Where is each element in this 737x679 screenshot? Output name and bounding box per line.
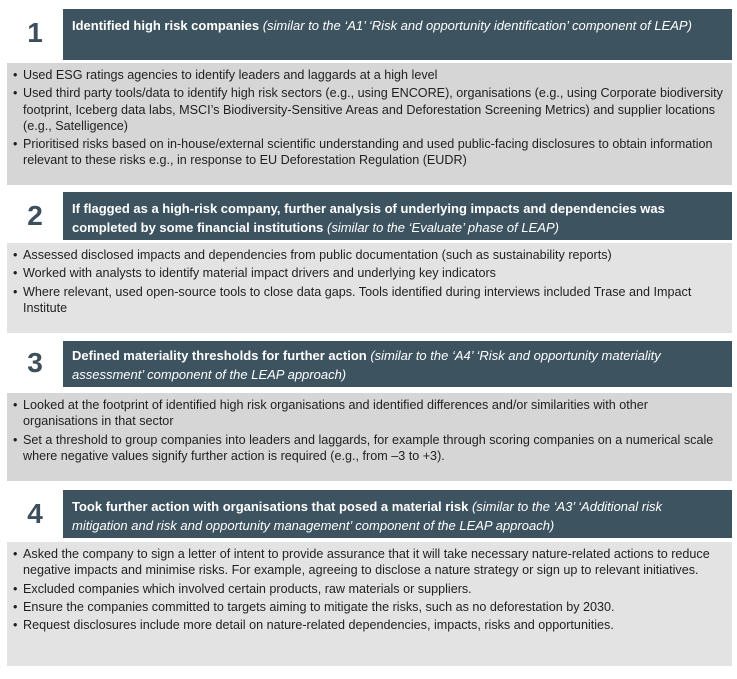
step-header — [63, 192, 732, 240]
list-item: • Set a threshold to group companies into leaders and laggards, for example through scoring companies on a numerical scale where negative values signify further action is required (e.g., from –3 to +3). — [13, 432, 724, 465]
list-item: • Used third party tools/data to identify high risk sectors (e.g., using ENCORE), organisations (e.g., using Corporate biodiversity footprint, Iceberg data labs, MSCI’s Biodiversity-Sensitive Areas and Deforestation Screening Metrics) and supplier locations (e.g., Satelligence) — [13, 85, 724, 134]
step-title: Took further action with organisations that posed a material risk — [72, 499, 472, 514]
step-details — [7, 393, 732, 481]
step-title: If flagged as a high-risk company, further analysis of underlying impacts and dependencies was completed by some financial institutions — [72, 201, 665, 235]
step-details — [7, 243, 732, 333]
list-item: • Looked at the footprint of identified high risk organisations and identified differences and/or similarities with other organisations in that sector — [13, 397, 724, 430]
step-note: (similar to the ‘Evaluate’ phase of LEAP) — [327, 220, 559, 235]
list-item: • Where relevant, used open-source tools to close data gaps. Tools identified during interviews included Trase and Impact Institute — [13, 284, 724, 317]
step-title: Identified high risk companies — [72, 18, 263, 33]
list-item: • Worked with analysts to identify material impact drivers and underlying key indicators — [13, 265, 724, 281]
step-note: (similar to the ‘A3’ ‘Additional risk mitigation and risk and opportunity management’ component of the LEAP approach) — [72, 499, 662, 533]
step-note: (similar to the ‘A4’ ‘Risk and opportunity materiality assessment’ component of the LEAP approach) — [72, 348, 661, 382]
step-number: 1 — [27, 17, 43, 48]
step-details — [7, 542, 732, 666]
step-title: Defined materiality thresholds for further action — [72, 348, 371, 363]
step-number: 2 — [27, 200, 43, 231]
step-header — [63, 9, 732, 60]
list-item: • Request disclosures include more detail on nature-related dependencies, impacts, risks and opportunities. — [13, 617, 724, 633]
step-details — [7, 63, 732, 185]
step-note: (similar to the ‘A1’ ‘Risk and opportunity identification’ component of LEAP) — [262, 18, 692, 33]
step-header — [63, 490, 732, 538]
step-header — [63, 341, 732, 387]
list-item: • Prioritised risks based on in-house/external scientific understanding and used public-facing disclosures to obtain information relevant to these risks e.g., in response to EU Deforestation Regulation (EUDR) — [13, 136, 724, 169]
step-number: 3 — [27, 347, 43, 378]
list-item: • Used ESG ratings agencies to identify leaders and laggards at a high level — [13, 67, 724, 83]
list-item: • Asked the company to sign a letter of intent to provide assurance that it will take necessary nature-related actions to reduce negative impacts and minimise risks. For example, agreeing to disclose a nature strategy or sign up to relevant initiatives. — [13, 546, 724, 579]
list-item: • Assessed disclosed impacts and dependencies from public documentation (such as sustainability reports) — [13, 247, 724, 263]
step-number: 4 — [27, 498, 43, 529]
list-item: • Excluded companies which involved certain products, raw materials or suppliers. — [13, 581, 724, 597]
list-item: • Ensure the companies committed to targets aiming to mitigate the risks, such as no deforestation by 2030. — [13, 599, 724, 615]
